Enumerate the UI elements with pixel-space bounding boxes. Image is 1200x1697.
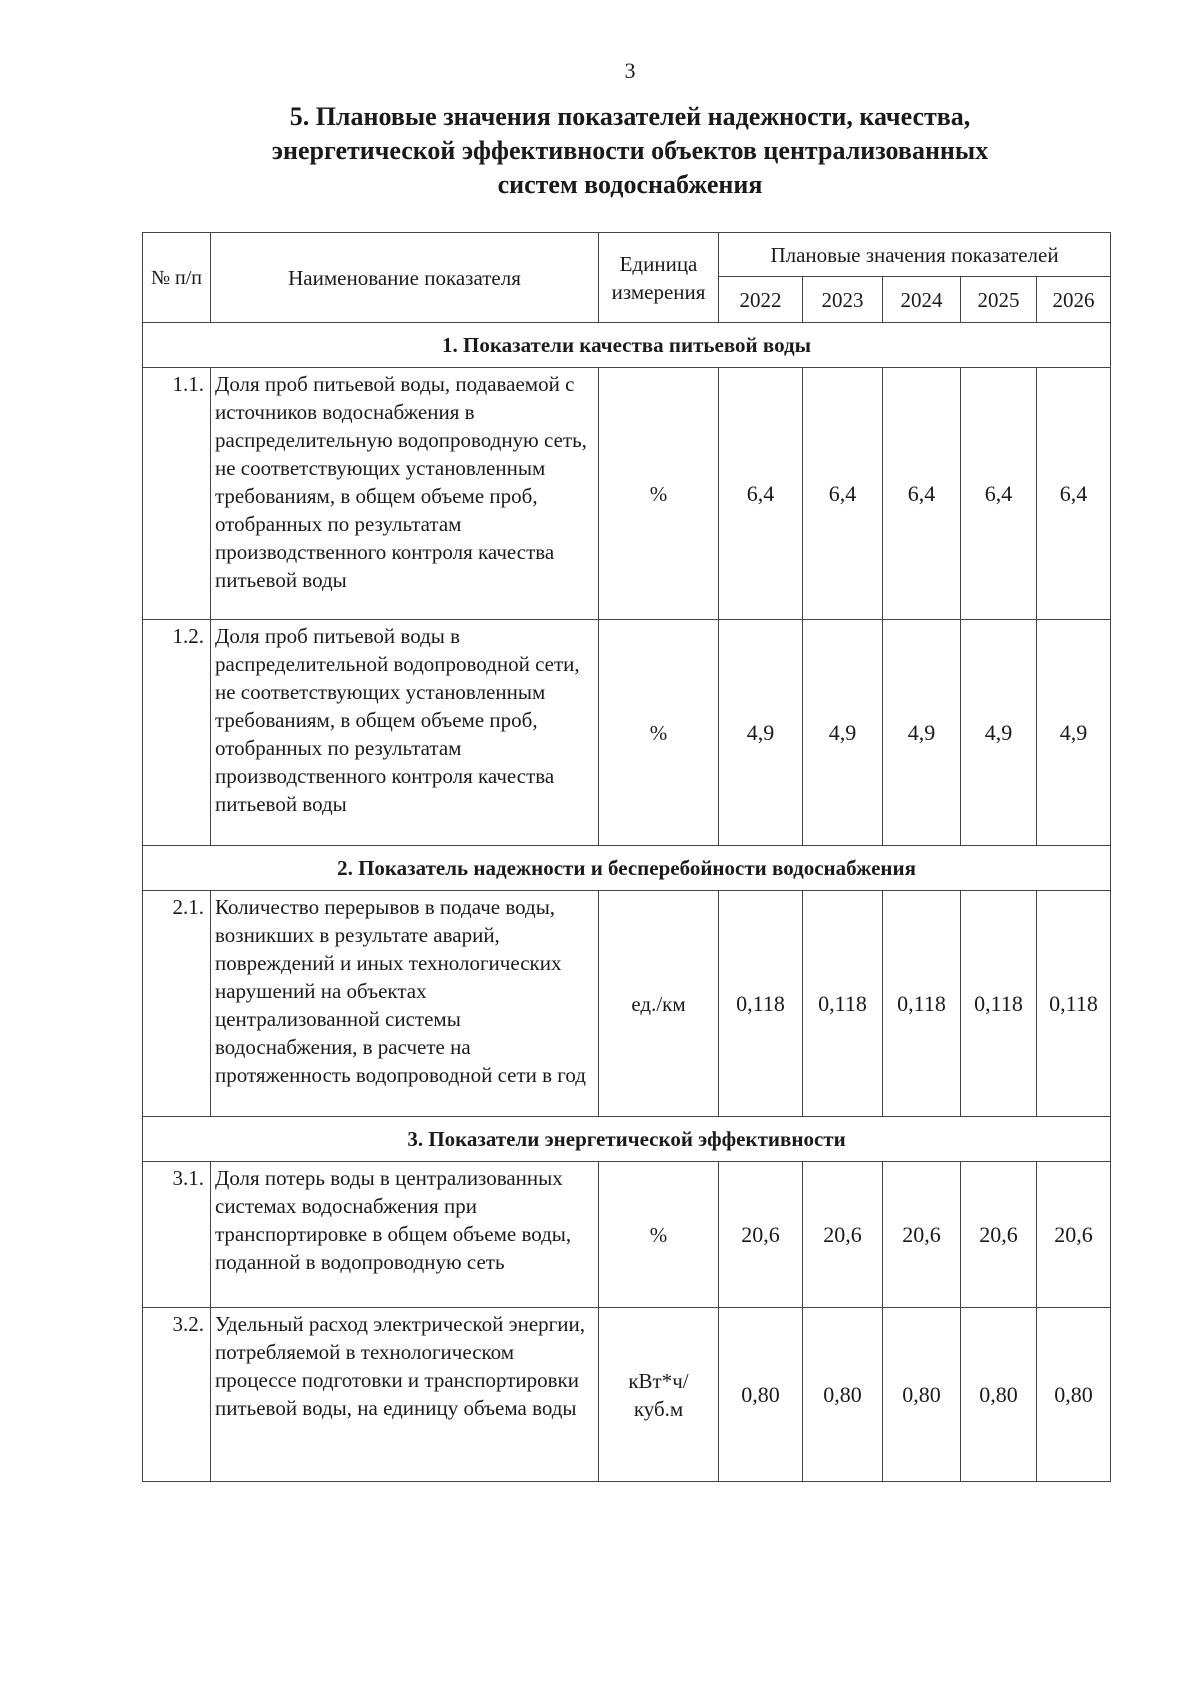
section-row bbox=[143, 1117, 1111, 1162]
section-row bbox=[143, 323, 1111, 368]
value-cell: 20,6 bbox=[883, 1162, 961, 1308]
value-cell: 4,9 bbox=[719, 620, 803, 846]
value-cell: 6,4 bbox=[961, 368, 1037, 620]
unit-cell: ед./км bbox=[599, 891, 719, 1117]
header-unit: Единица измерения bbox=[599, 233, 719, 323]
value-cell: 6,4 bbox=[883, 368, 961, 620]
value-cell: 20,6 bbox=[1037, 1162, 1111, 1308]
header-year: 2026 bbox=[1037, 277, 1111, 323]
value-cell: 6,4 bbox=[1037, 368, 1111, 620]
header-year: 2023 bbox=[803, 277, 883, 323]
header-name: Наименование показателя bbox=[211, 233, 599, 323]
section-title: 2. Показатель надежности и бесперебойности водоснабжения bbox=[143, 846, 1111, 891]
indicators-table bbox=[142, 232, 1111, 1482]
section-row bbox=[143, 846, 1111, 891]
row-number: 1.1. bbox=[143, 368, 211, 620]
value-cell: 20,6 bbox=[961, 1162, 1037, 1308]
indicator-name: Удельный расход электрической энергии, потребляемой в технологическом процессе подготовки и транспортировки питьевой воды, на единицу объема воды bbox=[211, 1308, 599, 1482]
value-cell: 0,80 bbox=[719, 1308, 803, 1482]
value-cell: 20,6 bbox=[803, 1162, 883, 1308]
table-row bbox=[143, 1308, 1111, 1482]
unit-cell: % bbox=[599, 1162, 719, 1308]
value-cell: 4,9 bbox=[1037, 620, 1111, 846]
header-plan: Плановые значения показателей bbox=[719, 233, 1111, 277]
table-body bbox=[143, 323, 1111, 1482]
value-cell: 6,4 bbox=[719, 368, 803, 620]
table-row bbox=[143, 368, 1111, 620]
indicator-name: Доля проб питьевой воды, подаваемой с источников водоснабжения в распределительную водопроводную сеть, не соответствующих установленным требованиям, в общем объеме проб, отобранных по результатам производственного контроля качества питьевой воды bbox=[211, 368, 599, 620]
header-year: 2024 bbox=[883, 277, 961, 323]
section-title: 3. Показатели энергетической эффективности bbox=[143, 1117, 1111, 1162]
value-cell: 0,118 bbox=[883, 891, 961, 1117]
value-cell: 4,9 bbox=[961, 620, 1037, 846]
value-cell: 0,118 bbox=[803, 891, 883, 1117]
value-cell: 6,4 bbox=[803, 368, 883, 620]
indicator-name: Доля потерь воды в централизованных системах водоснабжения при транспортировке в общем объеме воды, поданной в водопроводную сеть bbox=[211, 1162, 599, 1308]
title-line: 5. Плановые значения показателей надежности, качества, bbox=[289, 102, 971, 131]
page-number: 3 bbox=[624, 58, 636, 83]
indicator-name: Количество перерывов в подаче воды, возникших в результате аварий, повреждений и иных технологических нарушений на объектах централизованной системы водоснабжения, в расчете на протяженность водопроводной сети в год bbox=[211, 891, 599, 1117]
header-year: 2025 bbox=[961, 277, 1037, 323]
table-row bbox=[143, 891, 1111, 1117]
row-number: 3.2. bbox=[143, 1308, 211, 1482]
value-cell: 4,9 bbox=[883, 620, 961, 846]
document-title bbox=[200, 100, 1060, 202]
row-number: 2.1. bbox=[143, 891, 211, 1117]
value-cell: 0,118 bbox=[961, 891, 1037, 1117]
title-line: систем водоснабжения bbox=[497, 170, 763, 199]
value-cell: 20,6 bbox=[719, 1162, 803, 1308]
header-year: 2022 bbox=[719, 277, 803, 323]
value-cell: 4,9 bbox=[803, 620, 883, 846]
value-cell: 0,118 bbox=[719, 891, 803, 1117]
value-cell: 0,118 bbox=[1037, 891, 1111, 1117]
section-title: 1. Показатели качества питьевой воды bbox=[143, 323, 1111, 368]
value-cell: 0,80 bbox=[883, 1308, 961, 1482]
header-num: № п/п bbox=[143, 233, 211, 323]
unit-cell: % bbox=[599, 620, 719, 846]
title-line: энергетической эффективности объектов централизованных bbox=[271, 136, 989, 165]
value-cell: 0,80 bbox=[803, 1308, 883, 1482]
unit-cell: % bbox=[599, 368, 719, 620]
table-row bbox=[143, 1162, 1111, 1308]
value-cell: 0,80 bbox=[961, 1308, 1037, 1482]
indicators-table-wrapper bbox=[142, 232, 1110, 1482]
row-number: 1.2. bbox=[143, 620, 211, 846]
indicator-name: Доля проб питьевой воды в распределительной водопроводной сети, не соответствующих установленным требованиям, в общем объеме проб, отобранных по результатам производственного контроля качества питьевой воды bbox=[211, 620, 599, 846]
value-cell: 0,80 bbox=[1037, 1308, 1111, 1482]
table-row bbox=[143, 620, 1111, 846]
table-header bbox=[143, 233, 1111, 323]
row-number: 3.1. bbox=[143, 1162, 211, 1308]
unit-cell: кВт*ч/ куб.м bbox=[599, 1308, 719, 1482]
